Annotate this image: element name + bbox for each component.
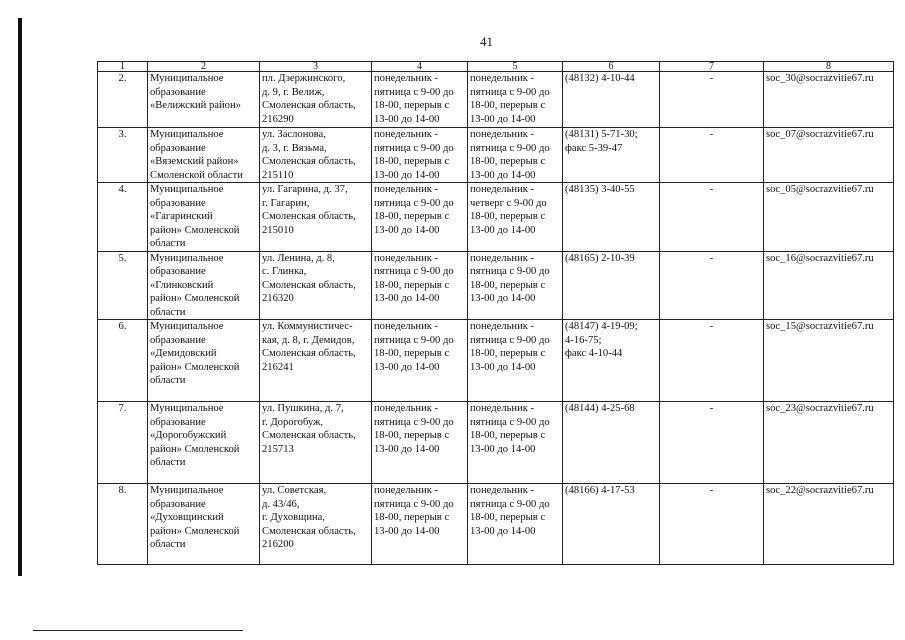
- hours_a-line: 13-00 до 14-00: [374, 169, 440, 181]
- hours_b-line: понедельник -: [470, 184, 535, 195]
- hours_b-line: понедельник -: [470, 321, 535, 332]
- email-cell: soc_30@socrazvitie67.ru: [764, 72, 894, 128]
- phone-line: (48147) 4-19-09;: [565, 321, 638, 332]
- phone-line: (48165) 2-10-39: [565, 252, 635, 264]
- name-line: район» Смоленской: [150, 525, 240, 537]
- name-line: Муниципальное: [150, 73, 224, 84]
- name-line: области: [150, 539, 186, 550]
- name-line: области: [150, 238, 186, 249]
- address-line: 216241: [262, 361, 294, 373]
- address-line: пл. Дзержинского,: [262, 73, 346, 84]
- address-line: кая, д. 8, г. Демидов,: [262, 334, 355, 346]
- hours_b-line: 13-00 до 14-00: [470, 361, 536, 373]
- row-number-cell: 2.: [98, 72, 148, 128]
- hours_a-line: 18-00, перерыв с: [374, 211, 450, 222]
- address-line: г. Дорогобуж,: [262, 416, 324, 428]
- hours_a-line: 18-00, перерыв с: [374, 279, 450, 291]
- address-line: ул. Пушкина, д. 7,: [262, 403, 344, 414]
- phone-cell: [563, 183, 660, 252]
- working-hours-cell: [372, 72, 468, 128]
- organization-name-cell: [148, 183, 260, 252]
- phone-cell: [563, 320, 660, 402]
- row-number-cell: 6.: [98, 320, 148, 402]
- hours_b-line: 13-00 до 14-00: [470, 113, 536, 125]
- table-row: [98, 484, 894, 565]
- name-line: район» Смоленской: [150, 293, 240, 304]
- phone-line: 4-16-75;: [565, 334, 602, 346]
- hours_a-line: 13-00 до 14-00: [374, 293, 440, 304]
- header-col-2: 2: [148, 62, 260, 72]
- hours_a-line: пятница с 9-00 до: [374, 334, 454, 346]
- hours_b-line: понедельник -: [470, 129, 535, 140]
- address-line: 215110: [262, 169, 294, 181]
- hours_a-line: 18-00, перерыв с: [374, 348, 450, 359]
- name-line: район» Смоленской: [150, 361, 240, 373]
- phone-line: факс 5-39-47: [565, 142, 623, 154]
- reception-hours-cell: [468, 402, 563, 484]
- name-line: Муниципальное: [150, 403, 224, 414]
- hours_a-line: 18-00, перерыв с: [374, 156, 450, 167]
- hours_a-line: 13-00 до 14-00: [374, 443, 440, 455]
- table-row: [98, 128, 894, 183]
- hours_b-line: пятница с 9-00 до: [470, 266, 550, 277]
- hours_b-line: четверг с 9-00 до: [470, 197, 547, 209]
- address-line: 216290: [262, 113, 294, 125]
- name-line: «Велижский район»: [150, 100, 241, 111]
- name-line: области: [150, 306, 186, 318]
- organization-name-cell: [148, 72, 260, 128]
- name-line: области: [150, 375, 186, 386]
- row-number-cell: 4.: [98, 183, 148, 252]
- table-body: [98, 72, 894, 565]
- row-number-cell: 5.: [98, 251, 148, 320]
- address-line: Смоленская область,: [262, 525, 356, 537]
- column-7-cell: -: [660, 402, 764, 484]
- email-cell: soc_05@socrazvitie67.ru: [764, 183, 894, 252]
- hours_b-line: пятница с 9-00 до: [470, 86, 550, 98]
- name-line: области: [150, 457, 186, 468]
- email-cell: soc_15@socrazvitie67.ru: [764, 320, 894, 402]
- name-line: Смоленской области: [150, 169, 243, 181]
- hours_b-line: 18-00, перерыв с: [470, 279, 546, 291]
- row-number-cell: 7.: [98, 402, 148, 484]
- hours_b-line: 13-00 до 14-00: [470, 443, 536, 455]
- hours_a-line: пятница с 9-00 до: [374, 142, 454, 154]
- header-col-8: 8: [764, 62, 894, 72]
- address-line: Смоленская область,: [262, 100, 356, 111]
- address-line: 215713: [262, 443, 294, 455]
- hours_a-line: 13-00 до 14-00: [374, 224, 440, 236]
- email-cell: soc_07@socrazvitie67.ru: [764, 128, 894, 183]
- header-col-6: 6: [563, 62, 660, 72]
- hours_b-line: пятница с 9-00 до: [470, 334, 550, 346]
- hours_a-line: 18-00, перерыв с: [374, 512, 450, 523]
- hours_b-line: 13-00 до 14-00: [470, 169, 536, 181]
- left-margin-bar: [18, 18, 22, 576]
- address-line: г. Гагарин,: [262, 197, 310, 209]
- name-line: район» Смоленской: [150, 224, 240, 236]
- hours_a-line: понедельник -: [374, 252, 439, 264]
- header-col-5: 5: [468, 62, 563, 72]
- hours_b-line: 13-00 до 14-00: [470, 525, 536, 537]
- address-cell: [260, 128, 372, 183]
- phone-line: (48166) 4-17-53: [565, 485, 635, 496]
- address-line: Смоленская область,: [262, 348, 356, 359]
- hours_b-line: 13-00 до 14-00: [470, 224, 536, 236]
- column-7-cell: -: [660, 128, 764, 183]
- hours_b-line: 18-00, перерыв с: [470, 156, 546, 167]
- phone-cell: [563, 128, 660, 183]
- organization-name-cell: [148, 402, 260, 484]
- name-line: Муниципальное: [150, 184, 224, 195]
- hours_b-line: 18-00, перерыв с: [470, 430, 546, 441]
- organization-name-cell: [148, 251, 260, 320]
- header-col-7: 7: [660, 62, 764, 72]
- column-7-cell: -: [660, 72, 764, 128]
- name-line: Муниципальное: [150, 485, 224, 496]
- address-line: д. 3, г. Вязьма,: [262, 142, 327, 154]
- working-hours-cell: [372, 183, 468, 252]
- name-line: образование: [150, 266, 206, 277]
- table-row: [98, 72, 894, 128]
- reception-hours-cell: [468, 72, 563, 128]
- hours_a-line: 13-00 до 14-00: [374, 361, 440, 373]
- email-cell: soc_16@socrazvitie67.ru: [764, 251, 894, 320]
- column-7-cell: -: [660, 484, 764, 565]
- hours_b-line: понедельник -: [470, 403, 535, 414]
- address-line: д. 9, г. Велиж,: [262, 86, 325, 98]
- hours_a-line: 18-00, перерыв с: [374, 430, 450, 441]
- hours_a-line: понедельник -: [374, 321, 439, 332]
- address-line: с. Глинка,: [262, 266, 307, 277]
- column-7-cell: -: [660, 251, 764, 320]
- address-line: 216320: [262, 293, 294, 304]
- address-line: 215010: [262, 224, 294, 236]
- table-row: [98, 402, 894, 484]
- reception-hours-cell: [468, 484, 563, 565]
- address-line: ул. Заслонова,: [262, 129, 326, 140]
- header-col-1: 1: [98, 62, 148, 72]
- phone-cell: [563, 402, 660, 484]
- working-hours-cell: [372, 251, 468, 320]
- address-line: ул. Гагарина, д. 37,: [262, 184, 348, 195]
- phone-cell: [563, 251, 660, 320]
- address-line: Смоленская область,: [262, 279, 356, 291]
- row-number-cell: 3.: [98, 128, 148, 183]
- organization-name-cell: [148, 128, 260, 183]
- working-hours-cell: [372, 402, 468, 484]
- email-cell: soc_22@socrazvitie67.ru: [764, 484, 894, 565]
- address-line: Смоленская область,: [262, 430, 356, 441]
- hours_b-line: 18-00, перерыв с: [470, 211, 546, 222]
- reception-hours-cell: [468, 128, 563, 183]
- name-line: Муниципальное: [150, 129, 224, 140]
- reception-hours-cell: [468, 183, 563, 252]
- name-line: образование: [150, 334, 206, 346]
- header-col-3: 3: [260, 62, 372, 72]
- phone-line: факс 4-10-44: [565, 348, 623, 359]
- hours_a-line: пятница с 9-00 до: [374, 266, 454, 277]
- institutions-table: [97, 61, 894, 565]
- name-line: образование: [150, 416, 206, 428]
- address-line: ул. Ленина, д. 8,: [262, 252, 335, 264]
- phone-line: (48135) 3-40-55: [565, 184, 635, 195]
- table-header-row: [98, 62, 894, 72]
- address-line: д. 43/46,: [262, 498, 300, 510]
- address-cell: [260, 484, 372, 565]
- hours_a-line: понедельник -: [374, 129, 439, 140]
- phone-line: (48144) 4-25-68: [565, 403, 635, 414]
- hours_b-line: пятница с 9-00 до: [470, 498, 550, 510]
- address-cell: [260, 320, 372, 402]
- address-cell: [260, 72, 372, 128]
- organization-name-cell: [148, 320, 260, 402]
- hours_a-line: 13-00 до 14-00: [374, 113, 440, 125]
- hours_a-line: пятница с 9-00 до: [374, 86, 454, 98]
- name-line: «Духовщинский: [150, 512, 224, 523]
- phone-line: (48132) 4-10-44: [565, 73, 635, 84]
- hours_a-line: понедельник -: [374, 184, 439, 195]
- hours_a-line: пятница с 9-00 до: [374, 498, 454, 510]
- address-line: Смоленская область,: [262, 211, 356, 222]
- table-row: [98, 320, 894, 402]
- reception-hours-cell: [468, 251, 563, 320]
- hours_b-line: пятница с 9-00 до: [470, 416, 550, 428]
- working-hours-cell: [372, 320, 468, 402]
- reception-hours-cell: [468, 320, 563, 402]
- name-line: район» Смоленской: [150, 443, 240, 455]
- name-line: «Дорогобужский: [150, 430, 227, 441]
- address-cell: [260, 251, 372, 320]
- header-col-4: 4: [372, 62, 468, 72]
- address-cell: [260, 183, 372, 252]
- name-line: «Вяземский район»: [150, 156, 239, 167]
- name-line: Муниципальное: [150, 321, 224, 332]
- name-line: Муниципальное: [150, 252, 224, 264]
- working-hours-cell: [372, 128, 468, 183]
- hours_a-line: 18-00, перерыв с: [374, 100, 450, 111]
- row-number-cell: 8.: [98, 484, 148, 565]
- name-line: образование: [150, 498, 206, 510]
- email-cell: soc_23@socrazvitie67.ru: [764, 402, 894, 484]
- phone-cell: [563, 484, 660, 565]
- name-line: образование: [150, 86, 206, 98]
- hours_b-line: понедельник -: [470, 485, 535, 496]
- organization-name-cell: [148, 484, 260, 565]
- hours_a-line: понедельник -: [374, 403, 439, 414]
- hours_a-line: понедельник -: [374, 73, 439, 84]
- hours_b-line: 18-00, перерыв с: [470, 512, 546, 523]
- footnote-divider: [33, 630, 243, 631]
- hours_b-line: 18-00, перерыв с: [470, 348, 546, 359]
- column-7-cell: -: [660, 183, 764, 252]
- column-7-cell: -: [660, 320, 764, 402]
- hours_b-line: 18-00, перерыв с: [470, 100, 546, 111]
- address-line: Смоленская область,: [262, 156, 356, 167]
- name-line: «Гагаринский: [150, 211, 213, 222]
- hours_a-line: пятница с 9-00 до: [374, 197, 454, 209]
- name-line: «Глинковский: [150, 279, 214, 291]
- address-line: 216200: [262, 539, 294, 550]
- name-line: образование: [150, 197, 206, 209]
- address-cell: [260, 402, 372, 484]
- page-number: 41: [480, 34, 493, 49]
- address-line: ул. Советская,: [262, 485, 327, 496]
- hours_a-line: пятница с 9-00 до: [374, 416, 454, 428]
- address-line: ул. Коммунистичес-: [262, 321, 353, 332]
- table-row: [98, 183, 894, 252]
- hours_b-line: понедельник -: [470, 252, 535, 264]
- hours_b-line: пятница с 9-00 до: [470, 142, 550, 154]
- name-line: «Демидовский: [150, 348, 217, 359]
- name-line: образование: [150, 142, 206, 154]
- hours_a-line: 13-00 до 14-00: [374, 525, 440, 537]
- hours_b-line: понедельник -: [470, 73, 535, 84]
- address-line: г. Духовщина,: [262, 512, 326, 523]
- phone-cell: [563, 72, 660, 128]
- phone-line: (48131) 5-71-30;: [565, 129, 638, 140]
- hours_a-line: понедельник -: [374, 485, 439, 496]
- working-hours-cell: [372, 484, 468, 565]
- hours_b-line: 13-00 до 14-00: [470, 293, 536, 304]
- table-row: [98, 251, 894, 320]
